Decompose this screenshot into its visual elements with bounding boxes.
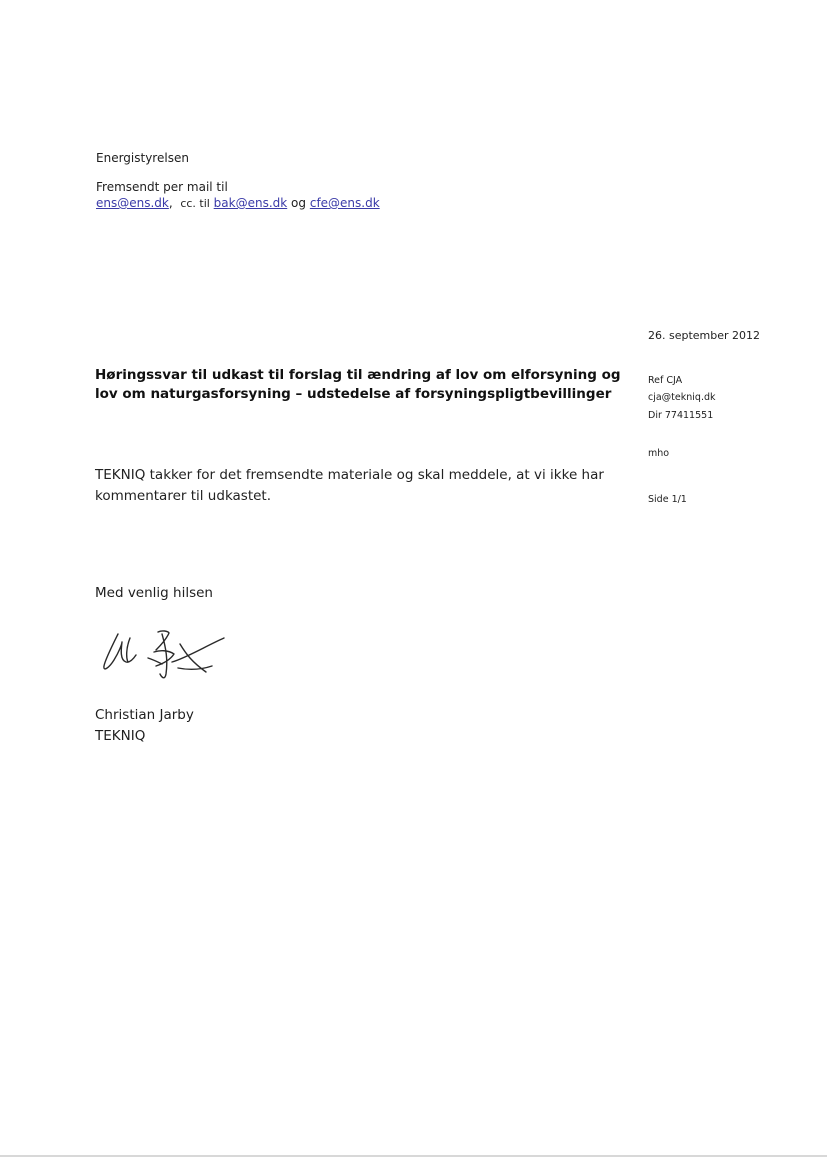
subject-line-2: lov om naturgasforsyning – udstedelse af forsyningspligtbevillinger — [95, 386, 612, 402]
scan-edge-line — [0, 1155, 827, 1157]
sent-via-label: Fremsendt per mail til — [96, 180, 228, 194]
initials: mho — [648, 448, 670, 459]
signer-block — [95, 705, 194, 747]
closing-greeting: Med venlig hilsen — [95, 585, 213, 601]
body-line-1: TEKNIQ takker for det fremsendte materiale og skal meddele, at vi ikke har — [95, 467, 604, 483]
body-paragraph — [95, 465, 604, 507]
signer-organization: TEKNIQ — [95, 728, 146, 744]
handwritten-signature — [96, 620, 231, 690]
recipient: Energistyrelsen — [96, 151, 189, 165]
email-link-cfe[interactable]: cfe@ens.dk — [309, 196, 380, 210]
signer-name: Christian Jarby — [95, 707, 194, 723]
direct-phone: Dir 77411551 — [648, 410, 714, 421]
cc-label: cc. til — [180, 197, 210, 210]
email-link-bak[interactable]: bak@ens.dk — [213, 196, 288, 210]
reference-email: cja@tekniq.dk — [648, 392, 716, 403]
and-word: og — [291, 196, 307, 210]
body-line-2: kommentarer til udkastet. — [95, 488, 272, 504]
reference: Ref CJA — [648, 375, 683, 386]
subject-heading — [95, 366, 621, 404]
page-number: Side 1/1 — [648, 494, 687, 505]
email-recipients-line: ens@ens.dk, cc. til bak@ens.dk og cfe@ens.dk — [96, 196, 380, 210]
subject-line-1: Høringssvar til udkast til forslag til ændring af lov om elforsyning og — [95, 367, 621, 383]
letter-date: 26. september 2012 — [648, 329, 761, 342]
email-link-ens[interactable]: ens@ens.dk — [96, 196, 169, 210]
